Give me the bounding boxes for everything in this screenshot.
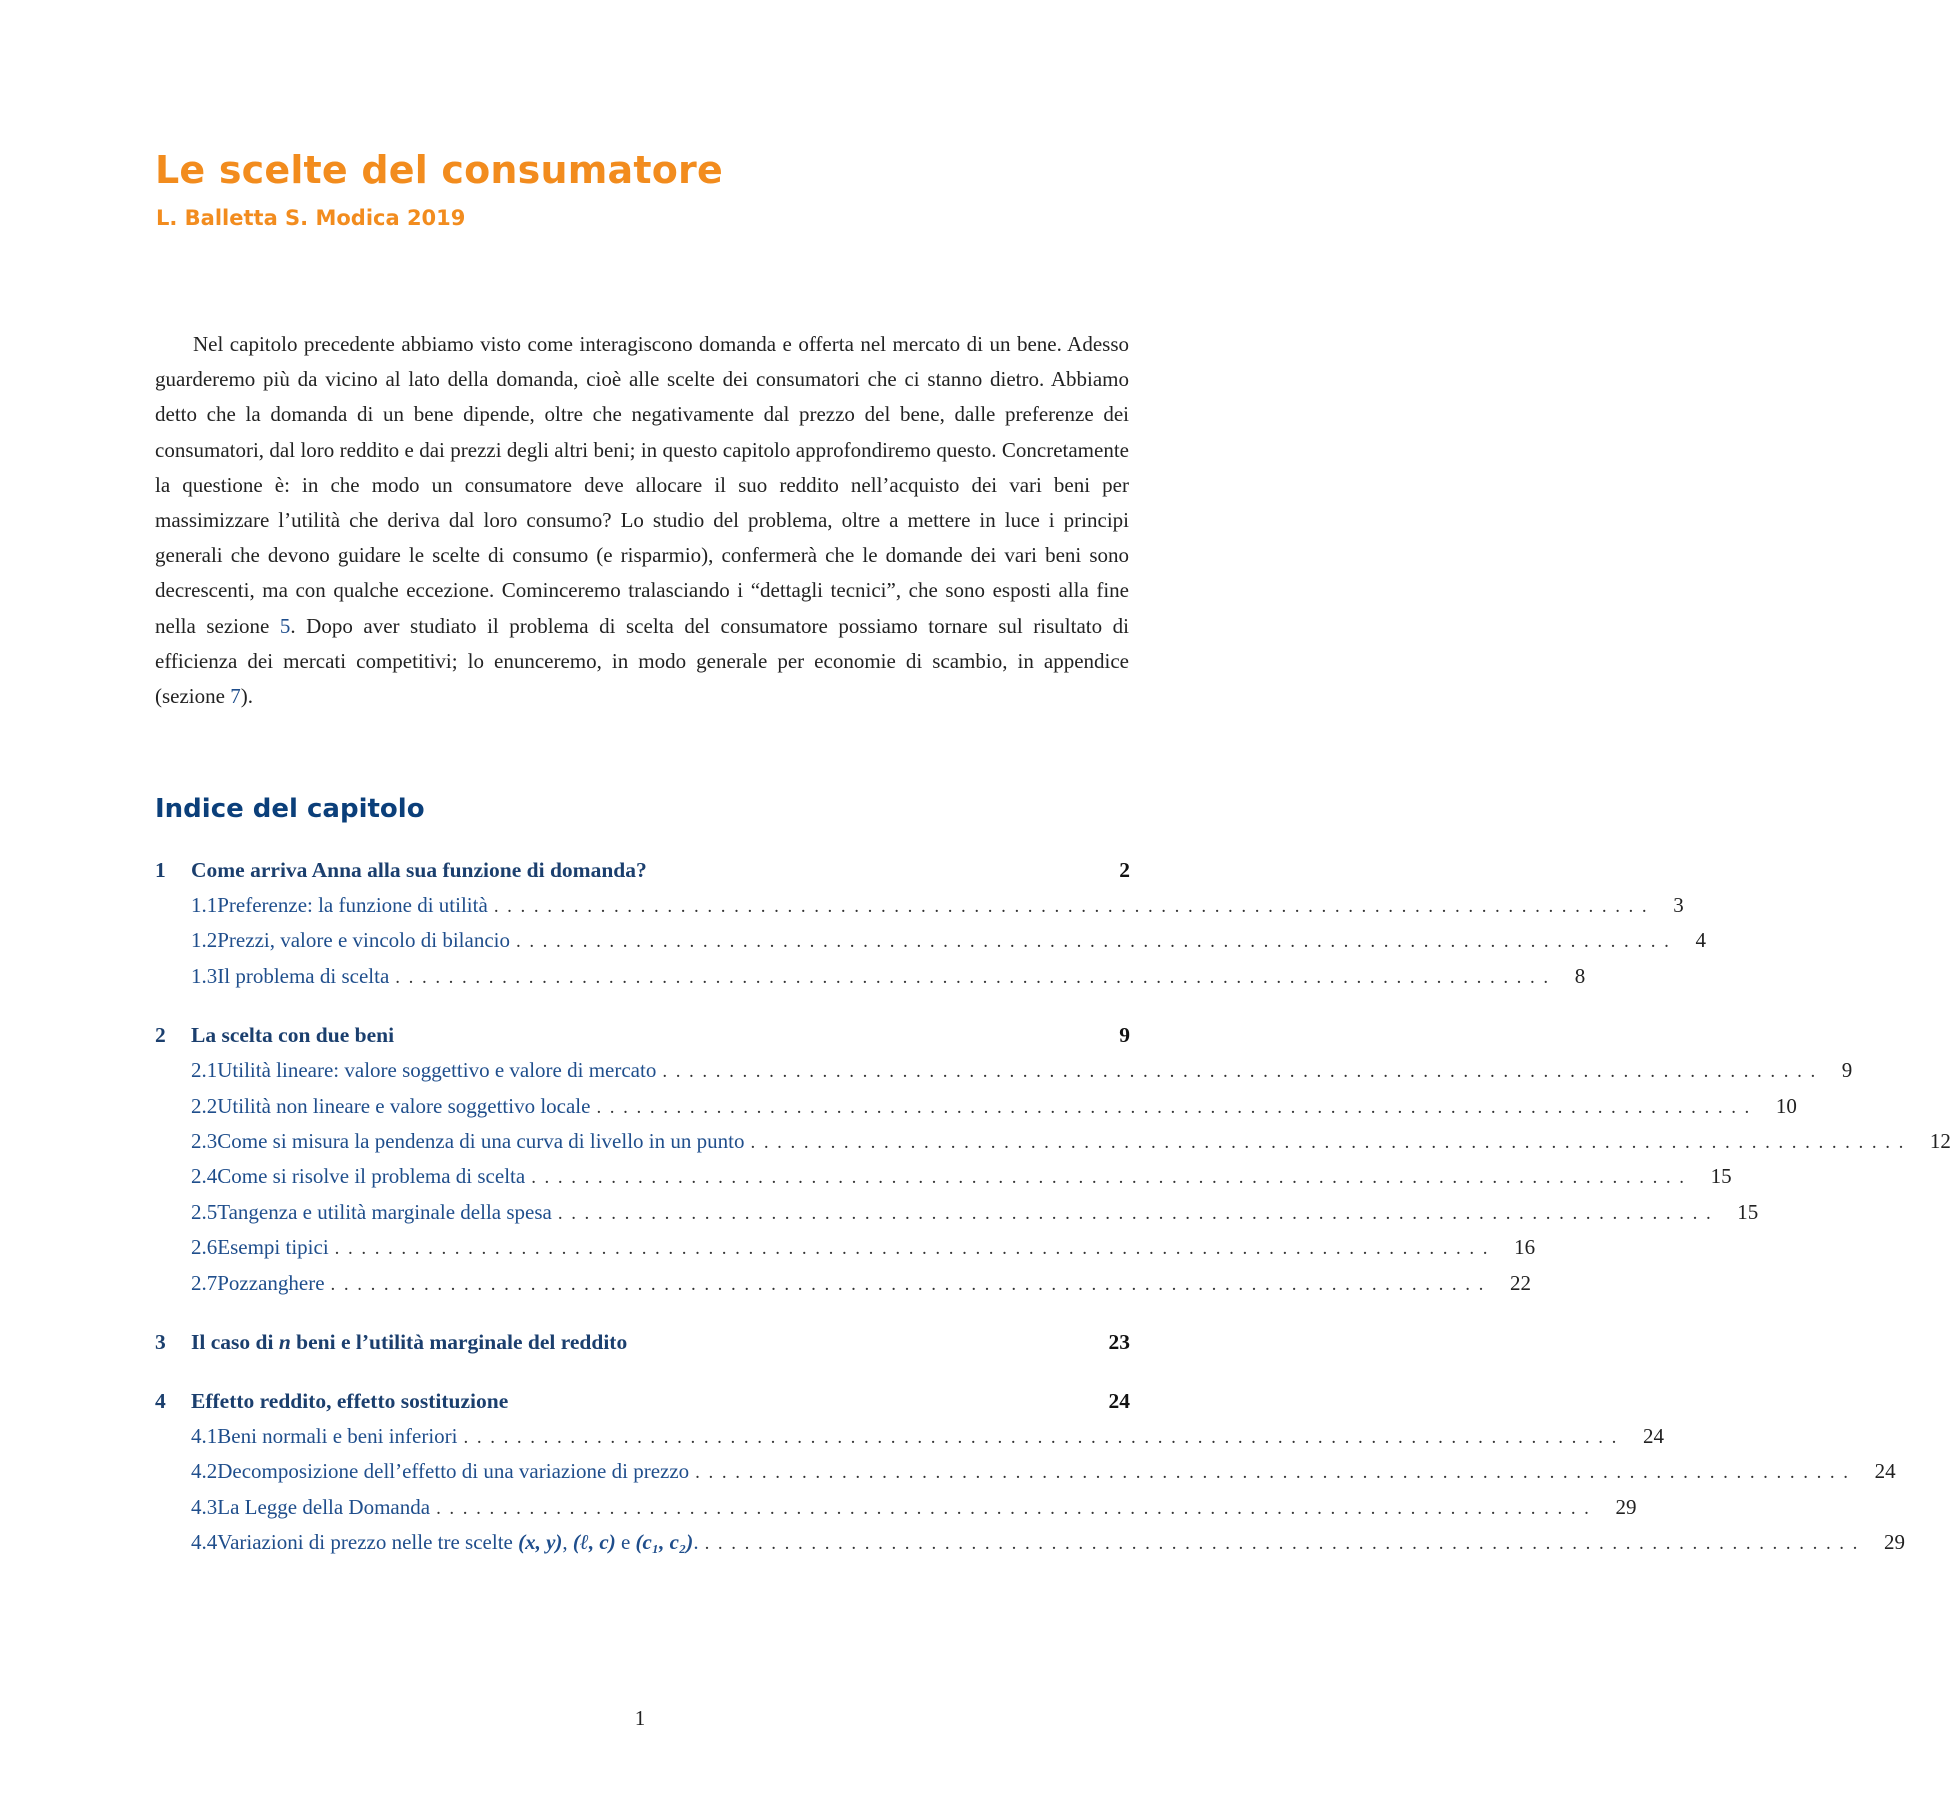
toc-subsection-page: 24 bbox=[1874, 1459, 1896, 1484]
toc-subsection-number: 1.1 bbox=[191, 893, 218, 917]
toc-subsection-title: Beni normali e beni inferiori bbox=[217, 1423, 458, 1448]
toc-dot-leader: ....................................................................................... bbox=[463, 1426, 1625, 1448]
toc-subsection-page: 15 bbox=[1737, 1199, 1759, 1224]
toc-subsection-page: 4 bbox=[1695, 928, 1706, 953]
toc-subsection-page: 3 bbox=[1673, 893, 1684, 917]
intro-paragraph bbox=[155, 327, 1129, 714]
math-l-c: (ℓ, c) bbox=[572, 1530, 616, 1555]
toc-subsection-2-4[interactable] bbox=[155, 1164, 1732, 1199]
toc-dot-leader: ....................................................................................... bbox=[531, 1167, 1693, 1189]
toc-subsection-title: La Legge della Domanda bbox=[217, 1494, 431, 1519]
toc-section-number: 1 bbox=[155, 858, 166, 882]
toc-subsection-title bbox=[217, 1530, 704, 1555]
toc-subsection-4-2[interactable] bbox=[155, 1459, 1896, 1494]
toc-subsection-number: 2.2 bbox=[191, 1093, 218, 1118]
toc-subsection-number: 2.3 bbox=[191, 1128, 218, 1153]
toc-subsection-title: Prezzi, valore e vincolo di bilancio bbox=[217, 928, 510, 953]
toc-section-title bbox=[191, 1330, 1100, 1355]
table-of-contents bbox=[155, 858, 1951, 1565]
toc-section-title: La scelta con due beni bbox=[191, 1023, 395, 1048]
toc-subsection-2-2[interactable] bbox=[155, 1093, 1797, 1129]
toc-section-number: 3 bbox=[155, 1329, 166, 1354]
math-c1-c2: (c₁, c₂) bbox=[635, 1530, 694, 1555]
toc-subsection-4-3[interactable] bbox=[155, 1494, 1637, 1530]
toc-subsection-title: Come si misura la pendenza di una curva di livello in un punto bbox=[217, 1128, 745, 1153]
toc-section-title: Come arriva Anna alla sua funzione di domanda? bbox=[191, 858, 647, 882]
intro-text-part3: ). bbox=[240, 684, 253, 709]
toc-subsection-title: Pozzanghere bbox=[217, 1270, 325, 1295]
toc-dot-leader: ....................................................................................... bbox=[334, 1238, 1497, 1260]
toc-subsection-title: Decomposizione dell’effetto di una variazione di prezzo bbox=[217, 1459, 690, 1484]
toc-section-3[interactable] bbox=[155, 1330, 1130, 1365]
math-n: n bbox=[278, 1329, 291, 1354]
toc-title-text: Variazioni di prezzo nelle tre scelte bbox=[217, 1530, 519, 1555]
page-number: 1 bbox=[634, 1706, 646, 1730]
toc-subsection-page: 29 bbox=[1615, 1494, 1637, 1519]
toc-subsection-page: 24 bbox=[1642, 1423, 1664, 1448]
toc-subsection-number: 4.4 bbox=[191, 1530, 218, 1555]
toc-dot-leader: ....................................................................................... bbox=[436, 1497, 1598, 1519]
toc-section-4[interactable] bbox=[155, 1389, 1130, 1424]
intro-text-part2: . Dopo aver studiato il problema di scelta del consumatore possiamo tornare sul risultato di efficienza dei mercati competitivi; lo enunceremo, in modo generale per economie di scambio, in appendice (sezione bbox=[155, 613, 1130, 709]
toc-dot-leader: ....................................................................................... bbox=[662, 1061, 1824, 1083]
toc-subsection-number: 2.4 bbox=[191, 1164, 218, 1189]
toc-subsection-page: 8 bbox=[1574, 963, 1586, 988]
toc-section-number: 2 bbox=[155, 1023, 166, 1048]
toc-subsection-1-1[interactable] bbox=[155, 893, 1684, 928]
toc-dot-leader: ....................................................................................... bbox=[695, 1462, 1857, 1484]
toc-title-text: . bbox=[693, 1530, 699, 1555]
toc-subsection-number: 1.3 bbox=[191, 963, 218, 988]
toc-subsection-page: 29 bbox=[1884, 1530, 1906, 1555]
toc-subsection-2-7[interactable] bbox=[155, 1270, 1531, 1306]
toc-subsection-page: 22 bbox=[1509, 1270, 1531, 1295]
toc-subsection-page: 16 bbox=[1514, 1235, 1536, 1260]
toc-dot-leader: ....................................................................................... bbox=[596, 1096, 1758, 1118]
toc-subsection-page: 15 bbox=[1710, 1164, 1732, 1189]
toc-title-text: beni e l’utilità marginale del reddito bbox=[290, 1329, 628, 1354]
toc-subsection-number: 2.1 bbox=[191, 1058, 218, 1083]
toc-subsection-number: 4.1 bbox=[191, 1423, 218, 1448]
toc-section-page: 23 bbox=[1108, 1329, 1130, 1354]
toc-subsection-number: 1.2 bbox=[191, 928, 218, 953]
section-7-link[interactable]: 7 bbox=[230, 684, 241, 709]
toc-subsection-1-3[interactable] bbox=[155, 963, 1586, 999]
toc-subsection-page: 10 bbox=[1775, 1093, 1797, 1118]
toc-subsection-title: Utilità lineare: valore soggettivo e valore di mercato bbox=[217, 1058, 657, 1083]
toc-dot-leader: ....................................................................................... bbox=[557, 1202, 1720, 1224]
toc-dot-leader: ....................................................................................... bbox=[704, 1533, 1867, 1555]
toc-subsection-2-1[interactable] bbox=[155, 1058, 1853, 1093]
toc-subsection-number: 2.7 bbox=[191, 1270, 218, 1295]
chapter-authors: L. Balletta S. Modica 2019 bbox=[156, 206, 466, 230]
toc-title-separator: , bbox=[562, 1530, 573, 1555]
toc-subsection-1-2[interactable] bbox=[155, 928, 1706, 963]
math-x-y: (x, y) bbox=[518, 1530, 563, 1555]
toc-subsection-2-5[interactable] bbox=[155, 1199, 1759, 1235]
toc-subsection-2-6[interactable] bbox=[155, 1235, 1536, 1270]
toc-title-separator: e bbox=[615, 1530, 636, 1555]
toc-subsection-number: 4.2 bbox=[191, 1459, 218, 1484]
toc-subsection-number: 2.6 bbox=[191, 1235, 218, 1260]
toc-dot-leader: ....................................................................................... bbox=[493, 896, 1656, 917]
toc-subsection-2-3[interactable] bbox=[155, 1128, 1951, 1164]
toc-subsection-title: Utilità non lineare e valore soggettivo locale bbox=[217, 1093, 591, 1118]
toc-dot-leader: ....................................................................................... bbox=[750, 1131, 1912, 1153]
section-5-link[interactable]: 5 bbox=[279, 613, 291, 638]
toc-dot-leader: ....................................................................................... bbox=[515, 931, 1678, 953]
toc-dot-leader: ....................................................................................... bbox=[395, 966, 1557, 988]
toc-dot-leader: ....................................................................................... bbox=[330, 1273, 1492, 1295]
toc-subsection-title: Esempi tipici bbox=[217, 1235, 329, 1260]
toc-subsection-number: 4.3 bbox=[191, 1494, 218, 1519]
toc-subsection-page: 9 bbox=[1841, 1058, 1853, 1083]
toc-section-page: 24 bbox=[1108, 1388, 1130, 1413]
toc-subsection-page: 12 bbox=[1929, 1128, 1951, 1153]
toc-subsection-title: Il problema di scelta bbox=[217, 963, 390, 988]
toc-subsection-4-4[interactable] bbox=[155, 1530, 1906, 1565]
toc-section-number: 4 bbox=[155, 1388, 166, 1413]
toc-subsection-title: Tangenza e utilità marginale della spesa bbox=[217, 1199, 552, 1224]
toc-subsection-title: Come si risolve il problema di scelta bbox=[217, 1164, 526, 1189]
toc-section-page: 9 bbox=[1119, 1023, 1130, 1048]
toc-subsection-4-1[interactable] bbox=[155, 1423, 1664, 1459]
chapter-title: Le scelte del consumatore bbox=[155, 148, 723, 192]
toc-section-title: Effetto reddito, effetto sostituzione bbox=[191, 1388, 509, 1413]
toc-section-2[interactable] bbox=[155, 1023, 1130, 1058]
intro-text-part1: Nel capitolo precedente abbiamo visto come interagiscono domanda e offerta nel mercato di un bene. Adesso guarderemo più da vicino al lato della domanda, cioè alle scelte dei consumatori che ci stanno dietro. Abbiamo detto che la domanda di un bene dipende, oltre che negativamente dal prezzo del bene, dalle preferenze dei consumatori, dal loro reddito e dai prezzi degli altri beni; in questo capitolo approfondiremo questo. Concretamente la questione è: in che modo un consumatore deve allocare il suo reddito nell’acquisto dei vari beni per massimizzare l’utilità che deriva dal loro consumo? Lo studio del problema, oltre a mettere in luce i principi generali che devono guidare le scelte di consumo (e risparmio), confermerà che le domande dei vari beni sono decrescenti, ma con qualche eccezione. Cominceremo tralasciando i “dettagli tecnici”, che sono esposti alla fine nella sezione bbox=[155, 332, 1129, 638]
toc-title-text: Il caso di bbox=[191, 1329, 279, 1354]
toc-section-page: 2 bbox=[1119, 858, 1130, 882]
toc-subsection-title: Preferenze: la funzione di utilità bbox=[217, 893, 488, 917]
toc-section-1[interactable] bbox=[155, 858, 1130, 893]
toc-subsection-number: 2.5 bbox=[191, 1199, 218, 1224]
toc-heading: Indice del capitolo bbox=[155, 794, 425, 824]
